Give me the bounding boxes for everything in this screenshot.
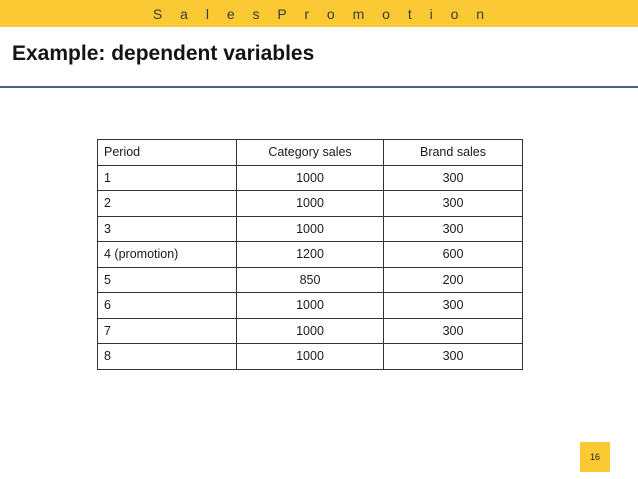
brand-sales-cell: 300 (384, 165, 523, 191)
category-sales-cell: 1000 (237, 318, 384, 344)
period-cell: 5 (98, 267, 237, 293)
period-cell: 1 (98, 165, 237, 191)
period-cell: 6 (98, 293, 237, 319)
period-cell: 7 (98, 318, 237, 344)
top-band (0, 0, 638, 27)
slide-title: Example: dependent variables (12, 42, 315, 65)
table-row (98, 191, 523, 217)
brand-sales-cell: 300 (384, 191, 523, 217)
brand-sales-cell: 600 (384, 242, 523, 268)
category-sales-cell: 1000 (237, 216, 384, 242)
category-sales-cell: 1000 (237, 293, 384, 319)
table-row (98, 242, 523, 268)
page-number-badge (580, 442, 610, 472)
category-sales-cell: 850 (237, 267, 384, 293)
table-row (98, 318, 523, 344)
period-cell: 2 (98, 191, 237, 217)
page-number: 16 (589, 452, 600, 462)
brand-sales-cell: 200 (384, 267, 523, 293)
table-row (98, 293, 523, 319)
category-sales-cell: 1000 (237, 165, 384, 191)
period-cell: 8 (98, 344, 237, 370)
column-header-category-sales: Category sales (237, 140, 384, 166)
category-sales-cell: 1000 (237, 344, 384, 370)
period-cell: 4 (promotion) (98, 242, 237, 268)
sales-table (97, 139, 523, 370)
brand-sales-cell: 300 (384, 216, 523, 242)
category-sales-cell: 1000 (237, 191, 384, 217)
period-cell: 3 (98, 216, 237, 242)
table-row (98, 267, 523, 293)
brand-sales-cell: 300 (384, 344, 523, 370)
title-divider (0, 86, 638, 88)
brand-sales-cell: 300 (384, 318, 523, 344)
brand-sales-cell: 300 (384, 293, 523, 319)
category-sales-cell: 1200 (237, 242, 384, 268)
table-header-row (98, 140, 523, 166)
column-header-period: Period (98, 140, 237, 166)
table-row (98, 344, 523, 370)
table-row (98, 165, 523, 191)
column-header-brand-sales: Brand sales (384, 140, 523, 166)
table-row (98, 216, 523, 242)
section-title: S a l e s P r o m o t i o n (152, 5, 492, 22)
